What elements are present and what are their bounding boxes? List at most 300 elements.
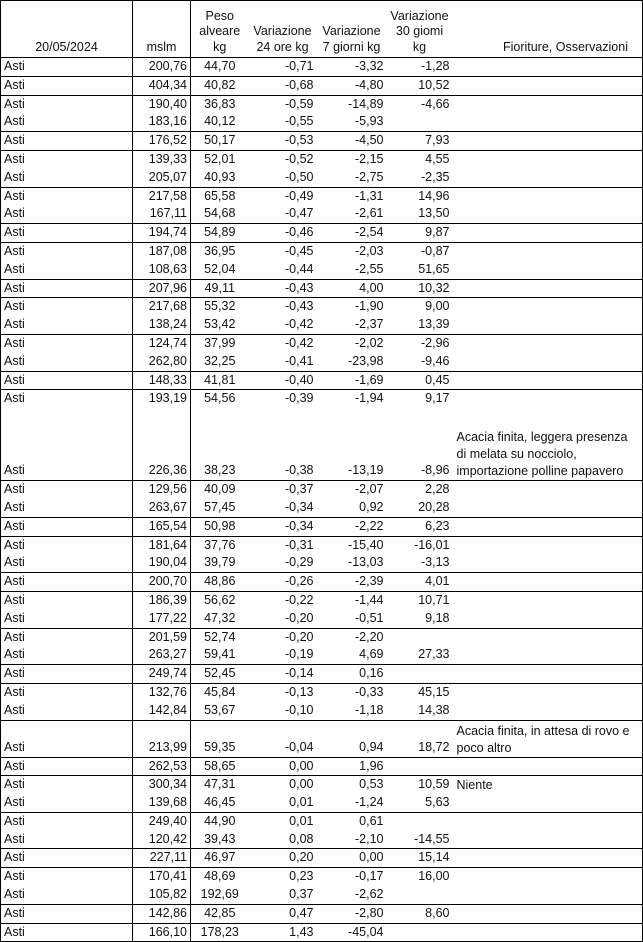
cell-altitude[interactable]: 187,08 — [133, 242, 191, 260]
header-altitude[interactable]: mslm — [133, 1, 191, 58]
cell-location[interactable]: Asti — [1, 408, 133, 481]
cell-var30[interactable]: -16,01 — [387, 536, 453, 554]
cell-var7[interactable]: -2,37 — [355, 317, 384, 332]
cell-var7[interactable]: 0,16 — [317, 665, 387, 684]
cell-var30[interactable]: 0,45 — [387, 371, 453, 390]
cell-altitude[interactable]: 186,39 — [133, 591, 191, 609]
cell-var30[interactable]: -0,87 — [387, 242, 453, 260]
cell-var30[interactable]: 14,96 — [387, 187, 453, 205]
cell-var24[interactable]: -0,55 — [285, 114, 314, 129]
cell-var24[interactable]: -0,49 — [249, 187, 317, 205]
cell-weight[interactable]: 42,85 — [191, 904, 249, 923]
cell-location[interactable]: Asti — [1, 554, 133, 572]
cell-location[interactable]: Asti — [1, 517, 133, 536]
cell-notes[interactable]: Niente — [453, 776, 643, 794]
cell-weight[interactable]: 52,01 — [191, 150, 249, 168]
cell-var24[interactable]: -0,41 — [285, 353, 314, 368]
cell-weight[interactable]: 54,89 — [191, 224, 249, 243]
cell-notes[interactable] — [453, 536, 643, 554]
cell-var7[interactable]: -2,15 — [317, 150, 387, 168]
cell-var7[interactable]: -13,03 — [348, 555, 384, 570]
cell-var30[interactable] — [387, 923, 453, 942]
cell-weight[interactable]: 39,79 — [204, 555, 236, 570]
cell-altitude[interactable]: 105,82 — [133, 886, 191, 904]
cell-location[interactable]: Asti — [1, 187, 133, 205]
cell-notes[interactable] — [453, 58, 643, 77]
cell-var30[interactable]: 10,32 — [387, 279, 453, 298]
cell-weight[interactable]: 65,58 — [191, 187, 249, 205]
cell-var7[interactable]: -1,44 — [317, 591, 387, 609]
cell-location[interactable]: Asti — [1, 95, 133, 113]
cell-var24[interactable]: 0,00 — [249, 776, 317, 794]
cell-notes[interactable] — [453, 187, 643, 205]
cell-var30[interactable]: 18,72 — [387, 720, 453, 757]
cell-var7[interactable]: -2,55 — [355, 261, 384, 276]
cell-var30[interactable]: 9,87 — [387, 224, 453, 243]
cell-location[interactable]: Asti — [1, 499, 133, 517]
cell-location[interactable]: Asti — [1, 224, 133, 243]
cell-var24[interactable]: 0,37 — [289, 887, 314, 902]
cell-var30[interactable]: -1,28 — [387, 58, 453, 77]
cell-notes[interactable] — [453, 499, 643, 517]
cell-altitude[interactable]: 300,34 — [133, 776, 191, 794]
cell-location[interactable]: Asti — [1, 169, 133, 187]
cell-notes[interactable] — [453, 261, 643, 279]
cell-location[interactable]: Asti — [1, 58, 133, 77]
cell-altitude[interactable]: 142,84 — [133, 702, 191, 720]
cell-var30[interactable]: 27,33 — [418, 647, 450, 662]
cell-var7[interactable]: -1,94 — [317, 390, 387, 408]
cell-var24[interactable]: -0,46 — [249, 224, 317, 243]
cell-location[interactable]: Asti — [1, 923, 133, 942]
cell-var24[interactable]: -0,38 — [285, 463, 314, 478]
cell-var30[interactable]: 51,65 — [418, 261, 450, 276]
cell-altitude[interactable]: 120,42 — [133, 831, 191, 849]
cell-var24[interactable]: -0,31 — [249, 536, 317, 554]
cell-var7[interactable]: -2,39 — [317, 573, 387, 592]
cell-weight[interactable]: 53,42 — [204, 317, 236, 332]
cell-altitude[interactable]: 404,34 — [133, 76, 191, 95]
cell-var7[interactable]: 4,00 — [317, 279, 387, 298]
cell-var7[interactable]: -1,24 — [355, 795, 384, 810]
cell-var7[interactable]: -13,19 — [348, 463, 384, 478]
cell-location[interactable]: Asti — [1, 904, 133, 923]
cell-location[interactable]: Asti — [1, 150, 133, 168]
cell-var24[interactable]: -0,42 — [249, 334, 317, 352]
cell-notes[interactable] — [453, 702, 643, 720]
cell-altitude[interactable]: 129,56 — [133, 481, 191, 499]
cell-var30[interactable]: 7,93 — [387, 132, 453, 151]
cell-weight[interactable]: 40,93 — [204, 169, 236, 184]
cell-var7[interactable]: 0,61 — [317, 812, 387, 830]
cell-var30[interactable]: 15,14 — [387, 849, 453, 868]
cell-notes[interactable] — [453, 573, 643, 592]
cell-location[interactable]: Asti — [1, 132, 133, 151]
cell-var7[interactable]: -0,33 — [317, 683, 387, 701]
cell-location[interactable]: Asti — [1, 776, 133, 794]
cell-location[interactable]: Asti — [1, 76, 133, 95]
cell-var24[interactable]: -0,47 — [285, 206, 314, 221]
cell-location[interactable]: Asti — [1, 610, 133, 628]
cell-var7[interactable]: -2,22 — [317, 517, 387, 536]
cell-altitude[interactable]: 249,74 — [133, 665, 191, 684]
cell-var7[interactable]: -2,20 — [317, 628, 387, 646]
cell-notes[interactable] — [453, 150, 643, 168]
cell-var7[interactable]: -2,61 — [355, 206, 384, 221]
cell-altitude[interactable]: 263,67 — [133, 499, 191, 517]
cell-var30[interactable]: 4,01 — [387, 573, 453, 592]
cell-weight[interactable]: 47,31 — [191, 776, 249, 794]
cell-var7[interactable]: -0,51 — [355, 610, 384, 625]
cell-var24[interactable]: 0,00 — [249, 757, 317, 776]
cell-var24[interactable]: -0,40 — [249, 371, 317, 390]
cell-location[interactable]: Asti — [1, 573, 133, 592]
cell-var7[interactable]: -2,62 — [355, 887, 384, 902]
cell-altitude[interactable]: 167,11 — [133, 205, 191, 223]
cell-weight[interactable]: 41,81 — [191, 371, 249, 390]
cell-var24[interactable]: -0,26 — [249, 573, 317, 592]
cell-location[interactable]: Asti — [1, 353, 133, 371]
cell-var7[interactable]: -5,93 — [355, 114, 384, 129]
cell-var24[interactable]: 0,47 — [249, 904, 317, 923]
cell-var7[interactable]: -14,89 — [317, 95, 387, 113]
cell-var7[interactable]: -2,54 — [317, 224, 387, 243]
cell-location[interactable]: Asti — [1, 205, 133, 223]
cell-weight[interactable]: 49,11 — [191, 279, 249, 298]
cell-weight[interactable]: 39,43 — [204, 831, 236, 846]
cell-weight[interactable]: 53,67 — [204, 702, 236, 717]
cell-notes[interactable] — [453, 517, 643, 536]
cell-var24[interactable]: -0,19 — [285, 647, 314, 662]
cell-altitude[interactable]: 138,24 — [133, 316, 191, 334]
cell-notes[interactable] — [453, 923, 643, 942]
cell-var24[interactable]: -0,50 — [285, 169, 314, 184]
cell-location[interactable]: Asti — [1, 720, 133, 757]
cell-notes[interactable] — [453, 849, 643, 868]
cell-notes[interactable] — [453, 646, 643, 664]
cell-var30[interactable] — [387, 812, 453, 830]
cell-var24[interactable]: -0,34 — [285, 499, 314, 514]
cell-notes[interactable] — [453, 242, 643, 260]
cell-var30[interactable] — [387, 665, 453, 684]
cell-weight[interactable]: 44,70 — [191, 58, 249, 77]
cell-var7[interactable]: -2,03 — [317, 242, 387, 260]
header-notes[interactable]: Fioriture, Osservazioni — [502, 39, 628, 54]
cell-var7[interactable]: -3,32 — [317, 58, 387, 77]
cell-var24[interactable]: -0,45 — [249, 242, 317, 260]
cell-notes[interactable] — [453, 224, 643, 243]
cell-altitude[interactable]: 217,68 — [133, 298, 191, 316]
cell-var30[interactable]: 6,23 — [387, 517, 453, 536]
cell-var7[interactable]: -45,04 — [317, 923, 387, 942]
cell-var30[interactable]: 2,28 — [387, 481, 453, 499]
cell-var7[interactable]: 1,96 — [317, 757, 387, 776]
cell-var30[interactable] — [387, 113, 453, 131]
cell-notes[interactable] — [453, 113, 643, 131]
cell-weight[interactable]: 59,35 — [191, 720, 249, 757]
cell-var30[interactable]: 5,63 — [425, 795, 450, 810]
cell-location[interactable]: Asti — [1, 665, 133, 684]
cell-altitude[interactable]: 170,41 — [133, 868, 191, 886]
cell-altitude[interactable]: 177,22 — [133, 610, 191, 628]
header-var30[interactable]: Variazione 30 giomi kg — [390, 8, 449, 54]
cell-notes[interactable] — [453, 757, 643, 776]
cell-var24[interactable]: 0,01 — [249, 812, 317, 830]
cell-var7[interactable]: -1,18 — [355, 702, 384, 717]
cell-weight[interactable]: 52,04 — [204, 261, 236, 276]
cell-notes[interactable] — [453, 279, 643, 298]
cell-weight[interactable]: 50,17 — [191, 132, 249, 151]
cell-altitude[interactable]: 262,53 — [133, 757, 191, 776]
cell-var30[interactable] — [387, 886, 453, 904]
cell-var30[interactable]: 9,17 — [387, 390, 453, 408]
cell-altitude[interactable]: 217,58 — [133, 187, 191, 205]
cell-notes[interactable] — [453, 334, 643, 352]
cell-var7[interactable]: -1,69 — [317, 371, 387, 390]
cell-altitude[interactable]: 262,80 — [133, 353, 191, 371]
cell-var30[interactable]: 4,55 — [387, 150, 453, 168]
cell-location[interactable]: Asti — [1, 831, 133, 849]
cell-altitude[interactable]: 139,68 — [133, 794, 191, 812]
cell-altitude[interactable]: 263,27 — [133, 646, 191, 664]
cell-var24[interactable]: -0,39 — [249, 390, 317, 408]
cell-var30[interactable]: 9,18 — [425, 610, 450, 625]
cell-var24[interactable]: 0,01 — [289, 795, 314, 810]
cell-var30[interactable]: -2,96 — [387, 334, 453, 352]
cell-weight[interactable]: 48,69 — [191, 868, 249, 886]
cell-notes[interactable] — [453, 371, 643, 390]
cell-weight[interactable]: 37,99 — [191, 334, 249, 352]
cell-var30[interactable]: 10,59 — [387, 776, 453, 794]
cell-location[interactable]: Asti — [1, 757, 133, 776]
cell-weight[interactable]: 50,98 — [191, 517, 249, 536]
cell-altitude[interactable]: 108,63 — [133, 261, 191, 279]
cell-notes[interactable] — [453, 831, 643, 849]
cell-altitude[interactable]: 190,40 — [133, 95, 191, 113]
cell-var24[interactable]: 0,20 — [249, 849, 317, 868]
cell-altitude[interactable]: 176,52 — [133, 132, 191, 151]
cell-location[interactable]: Asti — [1, 628, 133, 646]
cell-notes[interactable] — [453, 610, 643, 628]
cell-weight[interactable]: 38,23 — [204, 463, 236, 478]
cell-weight[interactable]: 48,86 — [191, 573, 249, 592]
cell-var7[interactable]: -4,80 — [317, 76, 387, 95]
cell-location[interactable]: Asti — [1, 334, 133, 352]
cell-var7[interactable]: -1,31 — [317, 187, 387, 205]
cell-var24[interactable]: -0,20 — [249, 628, 317, 646]
cell-notes[interactable] — [453, 628, 643, 646]
cell-location[interactable]: Asti — [1, 536, 133, 554]
cell-var7[interactable]: -2,10 — [355, 831, 384, 846]
cell-var30[interactable]: -3,13 — [421, 555, 450, 570]
cell-var7[interactable]: 0,00 — [317, 849, 387, 868]
cell-weight[interactable]: 54,56 — [191, 390, 249, 408]
cell-var30[interactable] — [387, 628, 453, 646]
cell-var24[interactable]: -0,37 — [249, 481, 317, 499]
cell-var30[interactable]: 45,15 — [387, 683, 453, 701]
cell-var30[interactable]: 10,71 — [387, 591, 453, 609]
cell-notes[interactable] — [453, 886, 643, 904]
cell-altitude[interactable]: 139,33 — [133, 150, 191, 168]
cell-notes[interactable] — [453, 353, 643, 371]
cell-var30[interactable]: -4,66 — [387, 95, 453, 113]
cell-var24[interactable]: -0,43 — [249, 279, 317, 298]
cell-weight[interactable]: 47,32 — [204, 610, 236, 625]
header-date[interactable]: 20/05/2024 — [1, 1, 133, 58]
cell-altitude[interactable]: 181,64 — [133, 536, 191, 554]
cell-location[interactable]: Asti — [1, 298, 133, 316]
cell-var7[interactable]: -0,17 — [317, 868, 387, 886]
cell-location[interactable]: Asti — [1, 481, 133, 499]
cell-weight[interactable]: 44,90 — [191, 812, 249, 830]
cell-var24[interactable]: -0,20 — [285, 610, 314, 625]
cell-altitude[interactable]: 132,76 — [133, 683, 191, 701]
header-weight[interactable]: Peso alveare kg — [199, 8, 241, 54]
cell-weight[interactable]: 40,82 — [191, 76, 249, 95]
cell-var24[interactable]: -0,59 — [249, 95, 317, 113]
cell-notes[interactable] — [453, 591, 643, 609]
cell-var24[interactable]: -0,44 — [285, 261, 314, 276]
cell-altitude[interactable]: 227,11 — [133, 849, 191, 868]
cell-notes[interactable] — [453, 683, 643, 701]
cell-notes[interactable] — [453, 904, 643, 923]
cell-var7[interactable]: -1,90 — [317, 298, 387, 316]
cell-weight[interactable]: 58,65 — [191, 757, 249, 776]
cell-var30[interactable]: -8,96 — [421, 463, 450, 478]
cell-weight[interactable]: 40,09 — [191, 481, 249, 499]
cell-notes[interactable] — [453, 390, 643, 408]
cell-notes[interactable] — [453, 95, 643, 113]
cell-var30[interactable]: 9,00 — [387, 298, 453, 316]
header-var24[interactable]: Variazione 24 ore kg — [253, 24, 312, 54]
cell-altitude[interactable]: 205,07 — [133, 169, 191, 187]
cell-var30[interactable]: -9,46 — [421, 353, 450, 368]
header-var7[interactable]: Variazione 7 giorni kg — [322, 24, 381, 54]
cell-var24[interactable]: -0,68 — [249, 76, 317, 95]
cell-var24[interactable]: -0,13 — [249, 683, 317, 701]
cell-altitude[interactable]: 124,74 — [133, 334, 191, 352]
cell-var24[interactable]: 0,23 — [249, 868, 317, 886]
cell-location[interactable]: Asti — [1, 812, 133, 830]
cell-location[interactable]: Asti — [1, 886, 133, 904]
cell-notes[interactable] — [453, 132, 643, 151]
cell-location[interactable]: Asti — [1, 390, 133, 408]
cell-weight[interactable]: 36,95 — [191, 242, 249, 260]
cell-altitude[interactable]: 226,36 — [133, 408, 191, 481]
cell-altitude[interactable]: 249,40 — [133, 812, 191, 830]
cell-var30[interactable] — [387, 757, 453, 776]
cell-location[interactable]: Asti — [1, 371, 133, 390]
cell-var24[interactable]: -0,10 — [285, 702, 314, 717]
cell-notes[interactable]: Acacia finita, in attesa di rovo e poco altro — [453, 720, 643, 757]
cell-notes[interactable]: Acacia finita, leggera presenza di melata su nocciolo, importazione polline papavero — [456, 430, 628, 479]
cell-var7[interactable]: -2,07 — [317, 481, 387, 499]
cell-notes[interactable] — [453, 794, 643, 812]
cell-weight[interactable]: 55,32 — [191, 298, 249, 316]
cell-altitude[interactable]: 213,99 — [133, 720, 191, 757]
cell-var24[interactable]: -0,22 — [249, 591, 317, 609]
cell-var7[interactable]: -15,40 — [317, 536, 387, 554]
cell-var24[interactable]: -0,71 — [249, 58, 317, 77]
cell-var7[interactable]: -23,98 — [348, 353, 384, 368]
cell-notes[interactable] — [453, 554, 643, 572]
cell-weight[interactable]: 178,23 — [191, 923, 249, 942]
cell-var24[interactable]: -0,04 — [249, 720, 317, 757]
cell-notes[interactable] — [453, 665, 643, 684]
cell-altitude[interactable]: 200,76 — [133, 58, 191, 77]
cell-var30[interactable]: 10,52 — [387, 76, 453, 95]
cell-var30[interactable]: 13,39 — [418, 317, 450, 332]
cell-altitude[interactable]: 207,96 — [133, 279, 191, 298]
cell-location[interactable]: Asti — [1, 261, 133, 279]
cell-var30[interactable]: -14,55 — [414, 831, 450, 846]
cell-location[interactable]: Asti — [1, 279, 133, 298]
cell-altitude[interactable]: 166,10 — [133, 923, 191, 942]
cell-notes[interactable] — [453, 205, 643, 223]
cell-notes[interactable] — [453, 812, 643, 830]
cell-var7[interactable]: -2,80 — [317, 904, 387, 923]
cell-altitude[interactable]: 148,33 — [133, 371, 191, 390]
cell-notes[interactable] — [453, 298, 643, 316]
cell-altitude[interactable]: 183,16 — [133, 113, 191, 131]
cell-weight[interactable]: 52,45 — [191, 665, 249, 684]
cell-var24[interactable]: -0,14 — [249, 665, 317, 684]
cell-var24[interactable]: -0,42 — [285, 317, 314, 332]
cell-weight[interactable]: 36,83 — [191, 95, 249, 113]
cell-altitude[interactable]: 190,04 — [133, 554, 191, 572]
cell-weight[interactable]: 59,41 — [204, 647, 236, 662]
cell-var24[interactable]: -0,53 — [249, 132, 317, 151]
cell-weight[interactable]: 192,69 — [200, 887, 239, 902]
cell-var30[interactable]: 20,28 — [418, 499, 450, 514]
cell-weight[interactable]: 40,12 — [204, 114, 236, 129]
cell-location[interactable]: Asti — [1, 591, 133, 609]
cell-weight[interactable]: 45,84 — [191, 683, 249, 701]
cell-var30[interactable]: 16,00 — [387, 868, 453, 886]
cell-var24[interactable]: -0,29 — [285, 555, 314, 570]
cell-notes[interactable] — [453, 481, 643, 499]
cell-location[interactable]: Asti — [1, 242, 133, 260]
cell-weight[interactable]: 37,76 — [191, 536, 249, 554]
cell-var7[interactable]: 0,92 — [359, 499, 384, 514]
cell-weight[interactable]: 52,74 — [191, 628, 249, 646]
cell-var7[interactable]: 0,94 — [317, 720, 387, 757]
cell-altitude[interactable]: 200,70 — [133, 573, 191, 592]
cell-var24[interactable]: -0,43 — [249, 298, 317, 316]
cell-altitude[interactable]: 142,86 — [133, 904, 191, 923]
cell-location[interactable]: Asti — [1, 702, 133, 720]
cell-weight[interactable]: 57,45 — [204, 499, 236, 514]
cell-notes[interactable] — [453, 76, 643, 95]
cell-notes[interactable] — [453, 868, 643, 886]
cell-var30[interactable]: 14,38 — [418, 702, 450, 717]
cell-location[interactable]: Asti — [1, 849, 133, 868]
cell-var24[interactable]: 0,08 — [289, 831, 314, 846]
cell-location[interactable]: Asti — [1, 113, 133, 131]
cell-var7[interactable]: -2,02 — [317, 334, 387, 352]
cell-notes[interactable] — [453, 316, 643, 334]
cell-var24[interactable]: -0,34 — [249, 517, 317, 536]
cell-weight[interactable]: 32,25 — [204, 353, 236, 368]
cell-var24[interactable]: -0,52 — [249, 150, 317, 168]
cell-altitude[interactable]: 201,59 — [133, 628, 191, 646]
cell-notes[interactable] — [453, 169, 643, 187]
cell-location[interactable]: Asti — [1, 683, 133, 701]
cell-weight[interactable]: 56,62 — [191, 591, 249, 609]
cell-location[interactable]: Asti — [1, 316, 133, 334]
cell-weight[interactable]: 46,97 — [191, 849, 249, 868]
cell-var24[interactable]: 1,43 — [249, 923, 317, 942]
